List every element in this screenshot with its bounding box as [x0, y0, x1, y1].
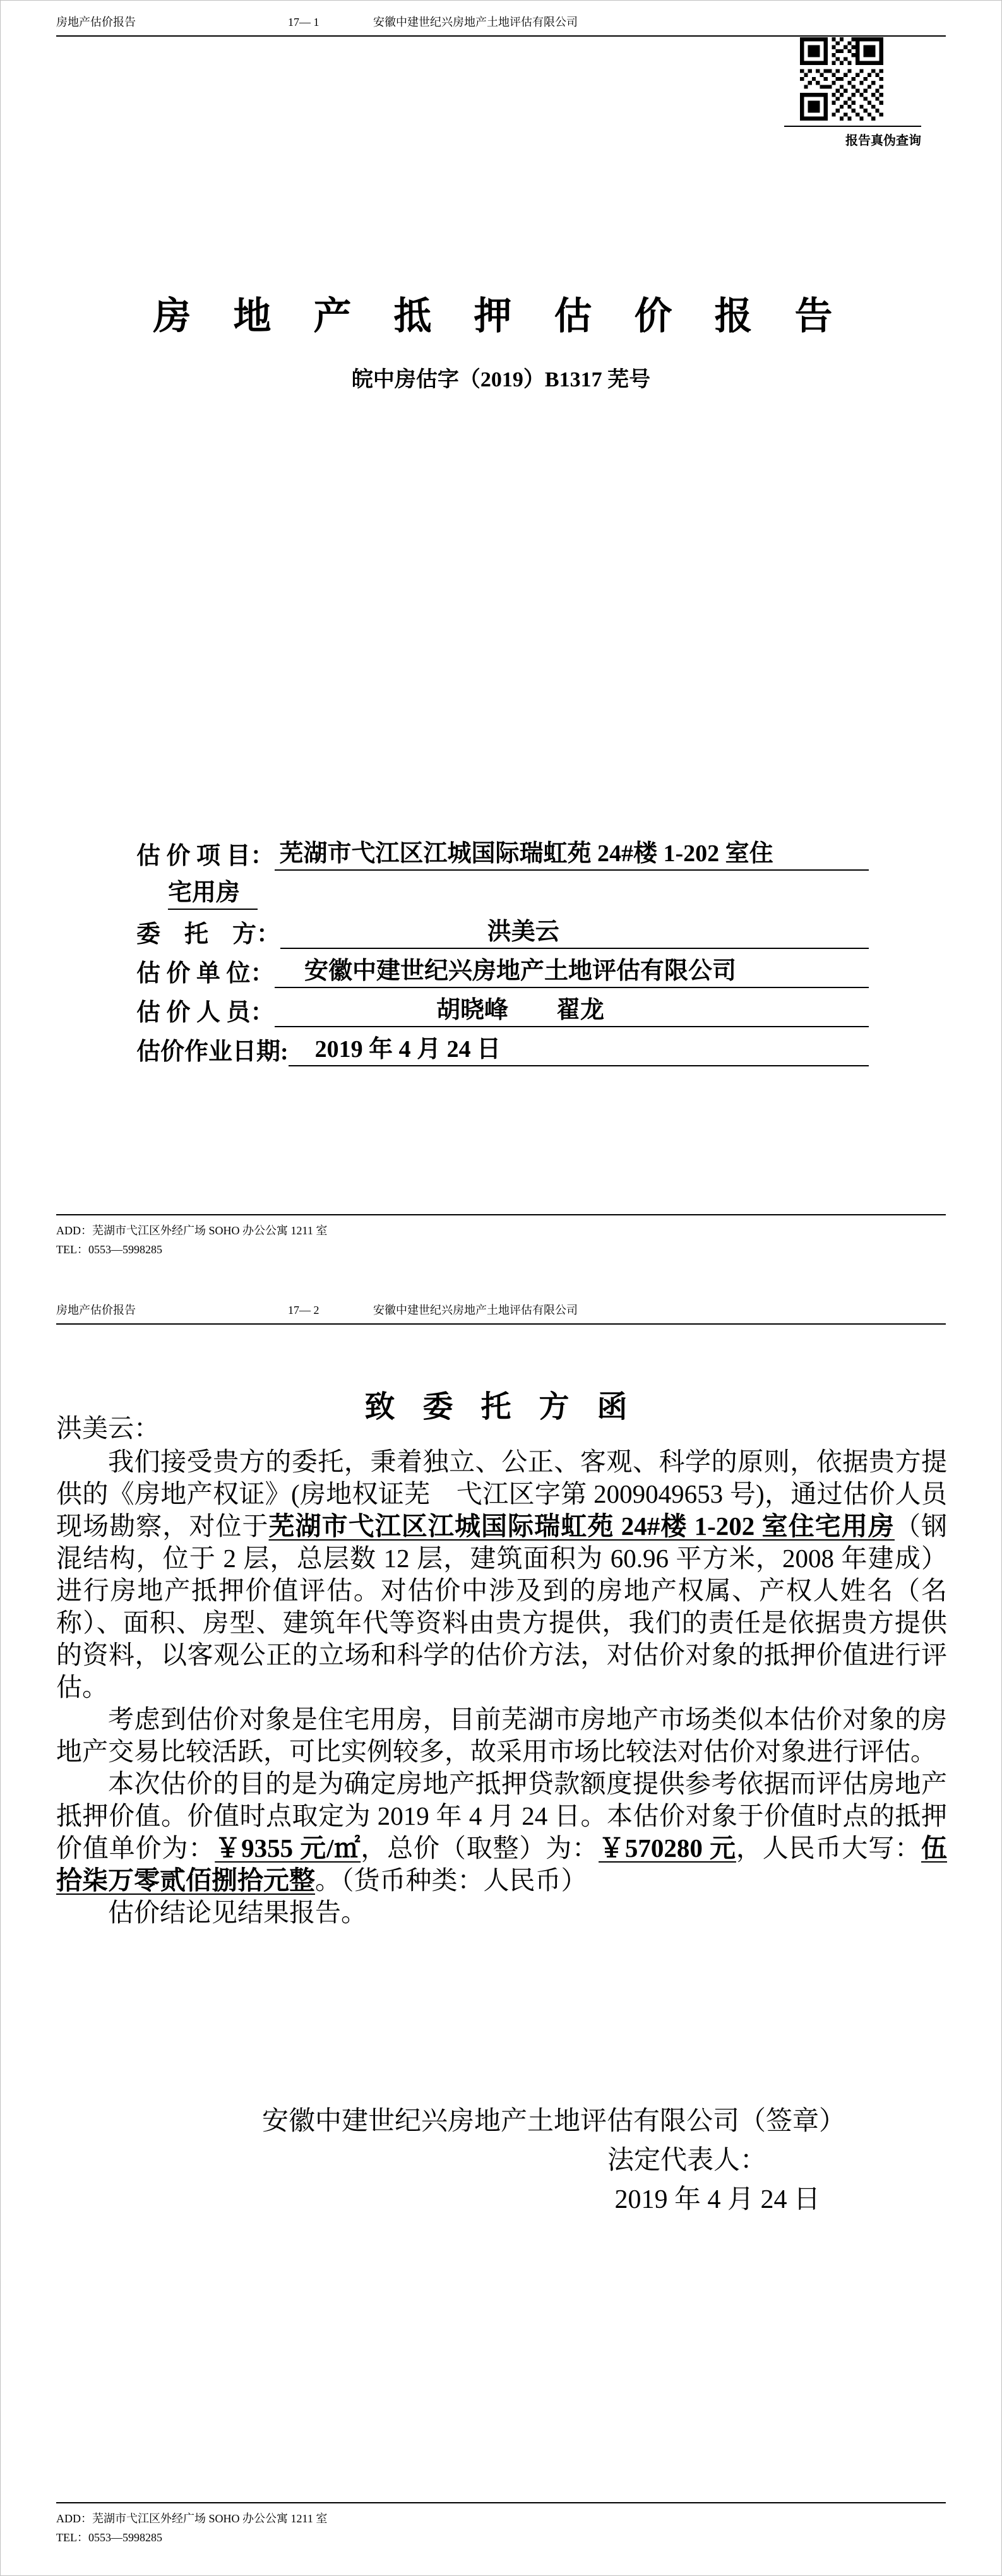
field-value-project-line2: 宅用房: [168, 873, 258, 910]
paragraph-text: 本次估价的目的是为确定房地产抵押贷款额度提供参考依据而评估房地产抵押价值。价值时点取定为 2019 年 4 月 24 日。本估价对象于价值时点的抵押价值单价为：: [56, 1769, 947, 1863]
footer-address: ADD：芜湖市弋江区外经广场 SOHO 办公公寓 1211 室: [56, 1224, 328, 1237]
paragraph-conclusion: [56, 1897, 947, 1929]
signature-legal-representative: 法定代表人：: [607, 2146, 766, 2175]
field-agency: [136, 949, 869, 988]
paragraph-text: ，总价（取整）为：: [361, 1834, 599, 1863]
header-company-name: 安徽中建世纪兴房地产土地评估有限公司: [373, 16, 578, 28]
signature-block: [56, 2100, 946, 2217]
field-appraisers: [136, 988, 869, 1027]
field-project-continued: [136, 871, 869, 910]
field-value-client: 洪美云: [280, 912, 869, 949]
letter-body: [56, 1412, 947, 1929]
field-label-client: 委 托 方：: [136, 921, 281, 948]
report-number: 皖中房估字（2019）B1317 芜号: [351, 368, 651, 391]
qr-code-icon: [800, 37, 883, 121]
field-label-agency: 估 价 单 位：: [136, 960, 275, 987]
field-value-agency: 安徽中建世纪兴房地产土地评估有限公司: [275, 951, 869, 988]
qr-caption: 报告真伪查询: [784, 126, 921, 148]
footer-address: ADD：芜湖市弋江区外经广场 SOHO 办公公寓 1211 室: [56, 2512, 328, 2525]
amount-in-words: 伍拾柒万零贰佰捌拾元整: [56, 1834, 947, 1895]
page2-footer: [56, 2502, 946, 2547]
paragraph-text: 。（货币种类：人民币）: [315, 1866, 587, 1895]
salutation: 洪美云：: [56, 1414, 160, 1443]
cover-form: [136, 832, 869, 1066]
page2-header: [56, 1301, 946, 1325]
paragraph-valuation: [56, 1768, 947, 1897]
page1-footer: [56, 1214, 946, 1259]
field-work-date: [136, 1027, 869, 1066]
letter-title: 致 委 托 方 函: [364, 1390, 638, 1424]
header-doc-type: 房地产估价报告: [56, 16, 136, 28]
header-doc-type: 房地产估价报告: [56, 1304, 136, 1316]
field-value-appraisers: 胡晓峰 翟龙: [275, 990, 869, 1027]
paragraph-text: 我们接受贵方的委托，秉着独立、公正、客观、科学的原则，依据贵方提供的《房地产权证》(房地权证芜 弋江区字第 2009049653 号)，通过估价人员现场勘察，对位于: [56, 1447, 947, 1541]
field-label-work-date: 估价作业日期:: [136, 1039, 289, 1065]
letter-page: [1, 1289, 1001, 2576]
paragraph-engagement: [56, 1446, 947, 1703]
signature-company: 安徽中建世纪兴房地产土地评估有限公司（签章）: [261, 2107, 845, 2136]
field-client: [136, 910, 869, 949]
total-price-value: ￥570280 元: [599, 1834, 736, 1863]
qr-verification-block: [784, 37, 921, 148]
report-title: 房 地 产 抵 押 估 价 报 告: [153, 295, 849, 338]
paragraph-text: （钢混结构，位于 2 层，总层数 12 层，建筑面积为 60.96 平方米，2008 年建成）进行房地产抵押价值评估。对估价中涉及到的房地产权属、产权人姓名（名称）、面积、房型、建筑年代等资料由贵方提供，我们的责任是依据贵方提供的资料，以客观公正的立场和科学的估价方法，对估价对象的抵押价值进行评估。: [56, 1512, 948, 1702]
field-project: [136, 832, 869, 871]
paragraph-method: [56, 1703, 947, 1768]
page1-header: [56, 13, 946, 37]
unit-price-value: ￥9355 元/㎡: [215, 1834, 361, 1863]
header-page-number: 17— 2: [288, 1304, 319, 1316]
paragraph-text: 考虑到估价对象是住宅用房，目前芜湖市房地产市场类似本估价对象的房地产交易比较活跃，可比实例较多，故采用市场比较法对估价对象进行评估。: [56, 1705, 947, 1766]
signature-date: 2019 年 4 月 24 日: [614, 2185, 820, 2214]
header-company-name: 安徽中建世纪兴房地产土地评估有限公司: [373, 1304, 578, 1316]
paragraph-text: ，人民币大写：: [736, 1834, 921, 1863]
header-page-number: 17— 1: [288, 16, 319, 28]
field-label-appraisers: 估 价 人 员：: [136, 999, 275, 1026]
field-value-work-date: 2019 年 4 月 24 日: [289, 1029, 869, 1066]
footer-phone: TEL：0553—5998285: [56, 1243, 162, 1256]
field-label-project: 估 价 项 目：: [136, 843, 275, 869]
property-name-highlight: 芜湖市弋江区江城国际瑞虹苑 24#楼 1-202 室住宅用房: [268, 1512, 895, 1541]
field-value-project-line1: 芜湖市弋江区江城国际瑞虹苑 24#楼 1-202 室住: [275, 833, 869, 871]
cover-page: [1, 1, 1001, 1289]
footer-phone: TEL：0553—5998285: [56, 2531, 162, 2544]
paragraph-text: 估价结论见结果报告。: [108, 1898, 367, 1927]
